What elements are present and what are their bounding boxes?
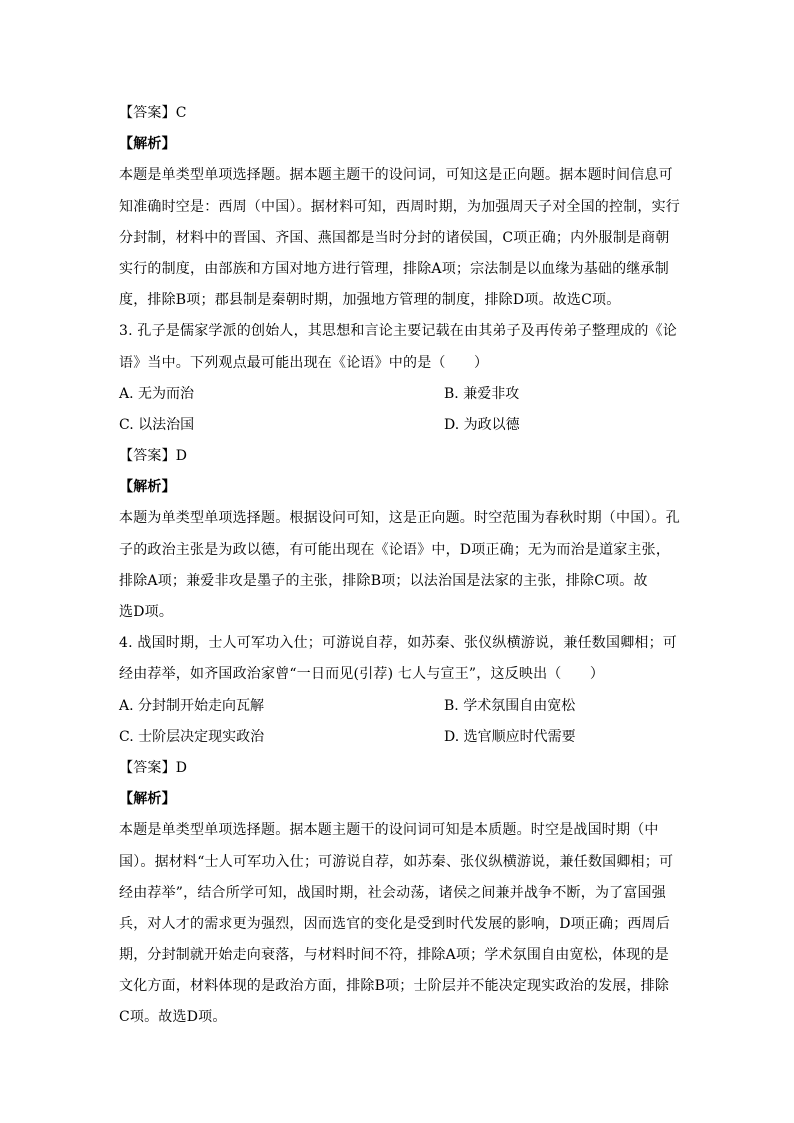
analysis-heading: 【解析】	[119, 791, 176, 808]
analysis-text-line: 本题为单类型单项选择题。根据设问可知，这是正向题。时空范围为春秋时期（中国）。孔	[119, 510, 680, 527]
analysis-text-line: 期，分封制就开始走向衰落，与材料时间不符，排除A项；学术氛围自由宽松，体现的是	[119, 947, 669, 964]
option-c: C. 以法治国	[119, 416, 195, 433]
question-3-options-row	[119, 410, 679, 441]
option-d: D. 为政以德	[444, 416, 520, 433]
analysis-text-line: 兵，对人才的需求更为强烈，因而选官的变化是受到时代发展的影响，D项正确；西周后	[119, 915, 671, 932]
option-d: D. 选官顺应时代需要	[444, 728, 576, 745]
analysis-text-line: 本题是单类型单项选择题。据本题主题干的设问词可知是本质题。时空是战国时期（中	[119, 822, 659, 839]
option-b: B. 兼爱非攻	[444, 385, 520, 402]
analysis-text-line: 国）。据材料“士人可军功入仕；可游说自荐，如苏秦、张仪纵横游说，兼任数国卿相；可	[119, 853, 674, 870]
analysis-text-line: 子的政治主张是为政以德，有可能出现在《论语》中，D项正确；无为而治是道家主张，	[119, 541, 671, 558]
option-c: C. 士阶层决定现实政治	[119, 728, 265, 745]
analysis-text-line: 文化方面，材料体现的是政治方面，排除B项；士阶层并不能决定现实政治的发展，排除	[119, 978, 670, 995]
analysis-text-line: 分封制，材料中的晋国、齐国、燕国都是当时分封的诸侯国，C项正确；内外服制是商朝	[119, 229, 670, 246]
question-4-options-row	[119, 722, 679, 753]
question-3-stem: 3. 孔子是儒家学派的创始人，其思想和言论主要记载在由其弟子及再传弟子整理成的《论	[119, 323, 678, 340]
analysis-text-line: 知准确时空是：西周（中国）。据材料可知，西周时期，为加强周天子对全国的控制，实行	[119, 198, 680, 215]
question-4-stem: 4. 战国时期，士人可军功入仕；可游说自荐，如苏秦、张仪纵横游说，兼任数国卿相；可	[119, 635, 678, 652]
question-4-stem: 经由荐举，如齐国政治家曾“一日而见(引荐) 七人与宣王”，这反映出（ ）	[119, 666, 605, 683]
analysis-text-line: 本题是单类型单项选择题。据本题主题干的设问词，可知这是正向题。据本题时间信息可	[119, 167, 673, 184]
option-a: A. 无为而治	[119, 385, 195, 402]
analysis-text-line: 选D项。	[119, 604, 174, 620]
option-b: B. 学术氛围自由宽松	[444, 697, 576, 714]
analysis-text-line: C项。故选D项。	[119, 1009, 227, 1026]
analysis-text-line: 实行的制度，由部族和方国对地方进行管理，排除A项；宗法制是以血缘为基础的继承制	[119, 260, 669, 277]
question-3-options-row	[119, 379, 679, 410]
analysis-heading: 【解析】	[119, 479, 176, 496]
question-3-stem: 语》当中。下列观点最可能出现在《论语》中的是（ ）	[119, 354, 489, 371]
analysis-heading: 【解析】	[119, 136, 176, 153]
option-a: A. 分封制开始走向瓦解	[119, 697, 265, 714]
answer-line: 【答案】D	[119, 448, 188, 465]
analysis-text-line: 排除A项；兼爱非攻是墨子的主张，排除B项；以法治国是法家的主张，排除C项。故	[119, 572, 648, 589]
document-page	[119, 98, 679, 1034]
analysis-text-line: 度，排除B项；郡县制是秦朝时期，加强地方管理的制度，排除D项。故选C项。	[119, 292, 621, 309]
analysis-text-line: 经由荐举”，结合所学可知，战国时期，社会动荡，诸侯之间兼并战争不断，为了富国强	[119, 884, 666, 901]
answer-line: 【答案】C	[119, 105, 187, 121]
answer-line: 【答案】D	[119, 759, 188, 776]
question-4-options-row	[119, 691, 679, 722]
